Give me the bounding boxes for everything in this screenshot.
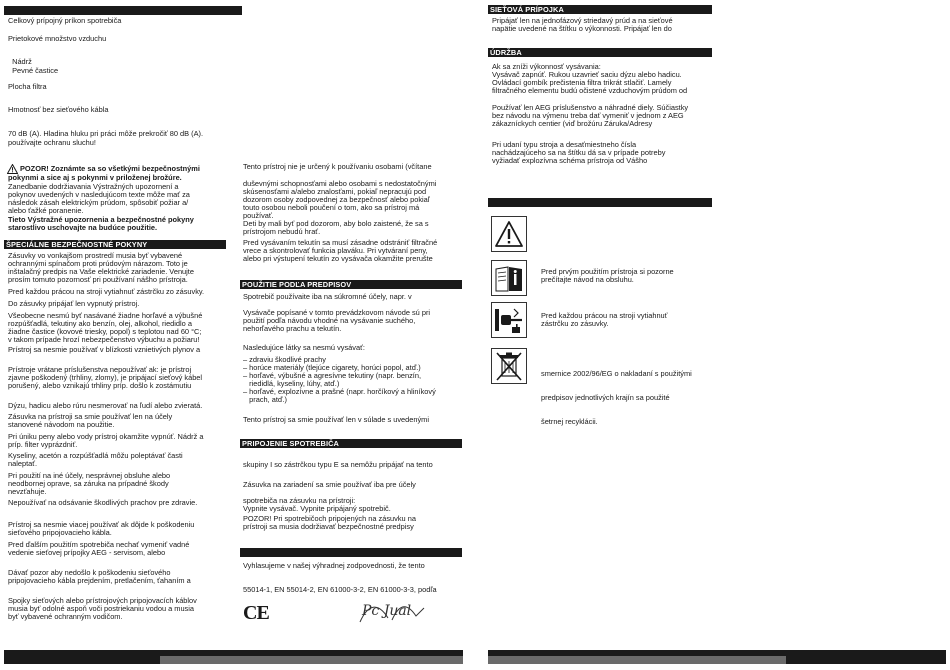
maint-line: zákazníckych centier (viď brožúru Záruka/Adresy <box>492 119 653 128</box>
symbols-header-bar <box>488 198 712 207</box>
footer-bar-left <box>4 650 463 664</box>
intro-line: Pred vysávaním tekutín sa musí zásadne odstrániť filtračné <box>243 238 438 247</box>
usage-line: Tento prístroj sa smie používať len v súlade s uvedenými <box>243 415 429 424</box>
safety-line: Pri použití na iné účely, nesprávnej obsluhe alebo <box>8 471 171 480</box>
read-manual-icon <box>492 261 526 295</box>
safety-line: Prístroje vrátane príslušenstva nepoužívať ak: je prístroj <box>8 365 192 374</box>
safety-line: Pri úniku peny alebo vody prístroj okamžite vypnúť. Nádrž a <box>8 432 204 441</box>
usage-line: Vysávače popísané v tomto prevádzkovom návode sú pri <box>243 308 431 317</box>
warning-line-3: Zanedbanie dodržiavania Výstražných upozornení a <box>8 182 179 191</box>
mains-line: napätie uvedené na štítku o výkonnosti. Pripájať len do <box>492 24 672 33</box>
spec-airflow: Prietokové množstvo vzduchu <box>8 34 107 43</box>
spec-filter-area: Plocha filtra <box>8 82 47 91</box>
read-manual-symbol-box <box>491 260 527 296</box>
read-manual-text: Pred prvým použitím prístroja si pozorne <box>541 267 674 276</box>
left-top-bar <box>4 6 242 15</box>
maint-line: nachádzajúceho sa na štítku dá sa v prípade potreby <box>492 148 666 157</box>
safety-line: byť vybavené ochranným vodičom. <box>8 612 123 621</box>
spec-weight: Hmotnosť bez sieťového kábla <box>8 105 109 114</box>
intro-line: Tento prístroj nie je určený k používaniu osobami (včítane <box>243 162 432 171</box>
safety-line: nevzťahuje. <box>8 487 47 496</box>
footer-gray-strip <box>488 656 786 664</box>
maint-line: filtračného elementu budú očistené vzduchovým prúdom od <box>492 86 688 95</box>
usage-line: – zdraviu škodlivé prachy <box>243 355 326 364</box>
warning-triangle-icon <box>492 217 526 251</box>
spec-noise: 70 dB (A). Hladina hluku pri práci môže prekročiť 80 dB (A). <box>8 129 204 138</box>
usage-line: Nasledujúce látky sa nesmú vysávať: <box>243 343 365 352</box>
unplug-text: zástrčku zo zásuvky. <box>541 319 609 328</box>
safety-line: naleptať. <box>8 459 38 468</box>
spec-power: Celkový prípojný príkon spotrebiča <box>8 16 122 25</box>
mains-line: Pripájať len na jednofázový striedavý prúd a na sieťové <box>492 16 673 25</box>
maint-line: bez návodu na výmenu treba dať vymeniť v jednom z AEG <box>492 111 684 120</box>
maint-line: Používať len AEG príslušenstvo a náhradné diely. Súčiastky <box>492 103 689 112</box>
safety-line: Spojky sieťových alebo prístrojových pripojovacích káblov <box>8 596 197 605</box>
connect-line: skupiny I so zástrčkou typu E sa nemôžu pripájať na tento <box>243 460 433 469</box>
weee-symbol-box <box>491 348 527 384</box>
intro-line: prístrojom nebudú hrať. <box>243 227 321 236</box>
spec-ear-protection: používajte ochranu sluchu! <box>8 138 96 147</box>
safety-line: Kyseliny, acetón a rozpúšťadlá môžu poleptávať časti <box>8 451 183 460</box>
safety-line: vedenie sieťovej prípojky AEG - servisom, alebo <box>8 548 166 557</box>
spec-tank: Nádrž <box>8 57 32 66</box>
usage-line: Spotrebič používaite iba na súkromné účely, napr. v <box>243 292 412 301</box>
usage-line: použití podľa návodu vhodné na vysávanie suchého, <box>243 316 416 325</box>
safety-line: rozpúšťadlá, tekutiny ako benzín, olej, alkohol, riedidlo a <box>8 319 192 328</box>
weee-text: predpisov jednotlivých krajín sa použité <box>541 393 670 402</box>
maint-line: Pri udaní typu stroja a desaťmiestneho čísla <box>492 140 637 149</box>
intro-line: touto osobou neboli poučení o tom, ako sa prístroj má <box>243 203 420 212</box>
crossed-bin-icon <box>492 349 526 383</box>
usage-line: prach, atď.) <box>243 395 287 404</box>
maint-line: Ovládací gombík prečistenia filtra trikrát stlačiť. Lamely <box>492 78 672 87</box>
footer-gray-strip <box>160 656 463 664</box>
maint-line: Ak sa zníži výkonnosť vysávania: <box>492 62 601 71</box>
usage-line: – horľavé, výbušné a agresívne tekutiny (napr. benzín, <box>243 371 421 380</box>
connect-line: POZOR! Pri spotrebičoch pripojených na zásuvku na <box>243 514 416 523</box>
safety-header: ŠPECIÁLNE BEZPEČNOSTNÉ POKYNY <box>4 240 226 249</box>
signature-text: Pc Jual <box>362 603 412 619</box>
read-manual-text: prečítajte návod na obsluhu. <box>541 275 634 284</box>
warning-line-8: starostlivo uschovajte na budúce použitie. <box>8 223 158 232</box>
maint-line: Vysávač zapnúť. Rukou uzavrieť saciu dýzu alebo hadicu. <box>492 70 682 79</box>
safety-line: ochrannými spínačom proti prúdovým nárazom. Toto je <box>8 259 188 268</box>
connect-header: PRIPOJENIE SPOTREBIČA <box>240 439 462 448</box>
warning-line-1: POZOR! Zoznámte sa so všetkými bezpečnostnými <box>20 164 200 173</box>
safety-line: Nepoužívať na odsávanie škodlivých prachov pre zdravie. <box>8 498 198 507</box>
warning-line-6: alebo ťažké poranenie. <box>8 206 84 215</box>
maint-line: vyžiadať explozívna schéma prístroja od Vášho <box>492 156 648 165</box>
safety-line: prosím tomuto pozornosť pri používaní nášho prístroja. <box>8 275 188 284</box>
intro-line: vrece a skontrolovať funkcia plaváku. Pri vytváraní peny, <box>243 246 428 255</box>
intro-line: duševnými schopnosťami alebo osobami s nedostatočnými <box>243 179 437 188</box>
safety-line: Zásuvky vo vonkajšom prostredí musia byť vybavené <box>8 251 183 260</box>
safety-line: Prístroj sa nesmie používať v blízkosti vznietivých plynov a <box>8 345 201 354</box>
connect-line: Zásuvka na zariadení sa smie používať iba pre účely <box>243 480 416 489</box>
connect-line: spotrebiča na zásuvku na prístroji: <box>243 496 356 505</box>
warning-line-4: pokynov uvedených v nasledujúcom texte môže mať za <box>8 190 190 199</box>
safety-line: Všeobecne nesmú byť nasávané žiadne horľavé a výbušné <box>8 311 203 320</box>
usage-line: – horúce materiály (tlejúce cigarety, horúci popol, atď.) <box>243 363 421 372</box>
safety-line: príp. filter vyprázdniť. <box>8 440 78 449</box>
intro-line: používať. <box>243 211 274 220</box>
warning-line-5: následok zásah elektrickým prúdom, spôsobiť požiar a/ <box>8 198 189 207</box>
safety-line: porušený, alebo vznikajú trhliny príp. došlo k zostámutiu <box>8 381 192 390</box>
signature <box>358 600 428 624</box>
safety-line: neodbornej oprave, sa záruka na prípadné škody <box>8 479 169 488</box>
signature-stroke <box>358 600 428 624</box>
intro-line: dozorom osoby zodpovednej za bezpečnosť alebo pokiaľ <box>243 195 430 204</box>
conformity-line: 55014-1, EN 55014-2, EN 61000-3-2, EN 61000-3-3, podľa <box>243 585 437 594</box>
safety-line: Dýzu, hadicu alebo rúru nesmerovať na ľudí alebo zvieratá. <box>8 401 203 410</box>
weee-text: smernice 2002/96/EG o nakladaní s použitými <box>541 369 692 378</box>
warning-line-7: Tieto Výstražné upozornenia a bezpečnostné pokyny <box>8 215 194 224</box>
intro-line: alebo pri výstupení tekutín zo vysávača okamžite prerušte <box>243 254 433 263</box>
safety-line: inštalačný predpis na Vaše elektrické zariadenie. Venujte <box>8 267 194 276</box>
intro-line: Deti by mali byť pod dozorom, aby bolo zaistené, že sa s <box>243 219 429 228</box>
unplug-symbol-box <box>491 302 527 338</box>
unplug-text: Pred každou prácou na stroji vytiahnuť <box>541 311 668 320</box>
spec-solids: Pevné častice <box>8 66 59 75</box>
conformity-header-bar <box>240 548 462 557</box>
safety-line: žiadne častice (kovové triesky, popol) s teplotou nad 60 °C; <box>8 327 202 336</box>
maintenance-header: ÚDRŽBA <box>488 48 712 57</box>
weee-text: šetrnej recyklácii. <box>541 417 598 426</box>
mains-header: SIEŤOVÁ PRÍPOJKA <box>488 5 712 14</box>
unplug-icon <box>492 303 526 337</box>
conformity-line: Vyhlasujeme v našej výhradnej zodpovednosti, že tento <box>243 561 425 570</box>
safety-line: v takom prípade hrozí nebezpečenstvo výbuchu a požiaru! <box>8 335 200 344</box>
safety-line: musia byť odolné aspoň voči postriekaniu vodou a musia <box>8 604 195 613</box>
safety-line: stanovené návodom na použitie. <box>8 420 115 429</box>
warning-line-2: pokynmi a sice aj s pokynmi v priloženej brožúre. <box>8 173 182 182</box>
connect-line: Vypnite vysávač. Vypnite pripájaný spotrebič. <box>243 504 391 513</box>
footer-bar-right <box>488 650 946 664</box>
safety-line: zjavne poškodený (trhliny, zlomy), je pripájací sieťový kábel <box>8 373 203 382</box>
safety-line: Zásuvka na prístroji sa smie používať len na účely <box>8 412 173 421</box>
safety-line: Do zásuvky pripájať len vypnutý prístroj. <box>8 299 140 308</box>
intro-line: skúsenosťami a/alebo znalosťami, pokiaľ nepracujú pod <box>243 187 427 196</box>
warning-symbol-box <box>491 216 527 252</box>
safety-line: Pred každou prácou na stroji vytiahnuť zástrčku zo zásuvky. <box>8 287 205 296</box>
connect-line: prístroji sa musia dodržiavať bezpečnostné predpisy <box>243 522 414 531</box>
safety-line: pripojovacieho kábla prejdením, pretlačením, ťahaním a <box>8 576 191 585</box>
usage-line: nehorľavého prachu a tekutín. <box>243 324 342 333</box>
usage-header: POUŽITIE PODĽA PREDPISOV <box>240 280 462 289</box>
usage-line: riedidlá, kyseliny, lúhy, atď.) <box>243 379 340 388</box>
ce-mark: CE <box>243 602 269 624</box>
safety-line: sieťového pripojovacieho kábla. <box>8 528 112 537</box>
safety-line: Pred ďalším použitím spotrebiča nechať vymeniť vadné <box>8 540 190 549</box>
safety-line: Dávať pozor aby nedošlo k poškodeniu sieťového <box>8 568 171 577</box>
safety-line: Prístroj sa nesmie viacej používať ak dôjde k poškodeniu <box>8 520 195 529</box>
usage-line: – horľavé, explozívne a prašné (napr. horčíkový a hliníkový <box>243 387 436 396</box>
